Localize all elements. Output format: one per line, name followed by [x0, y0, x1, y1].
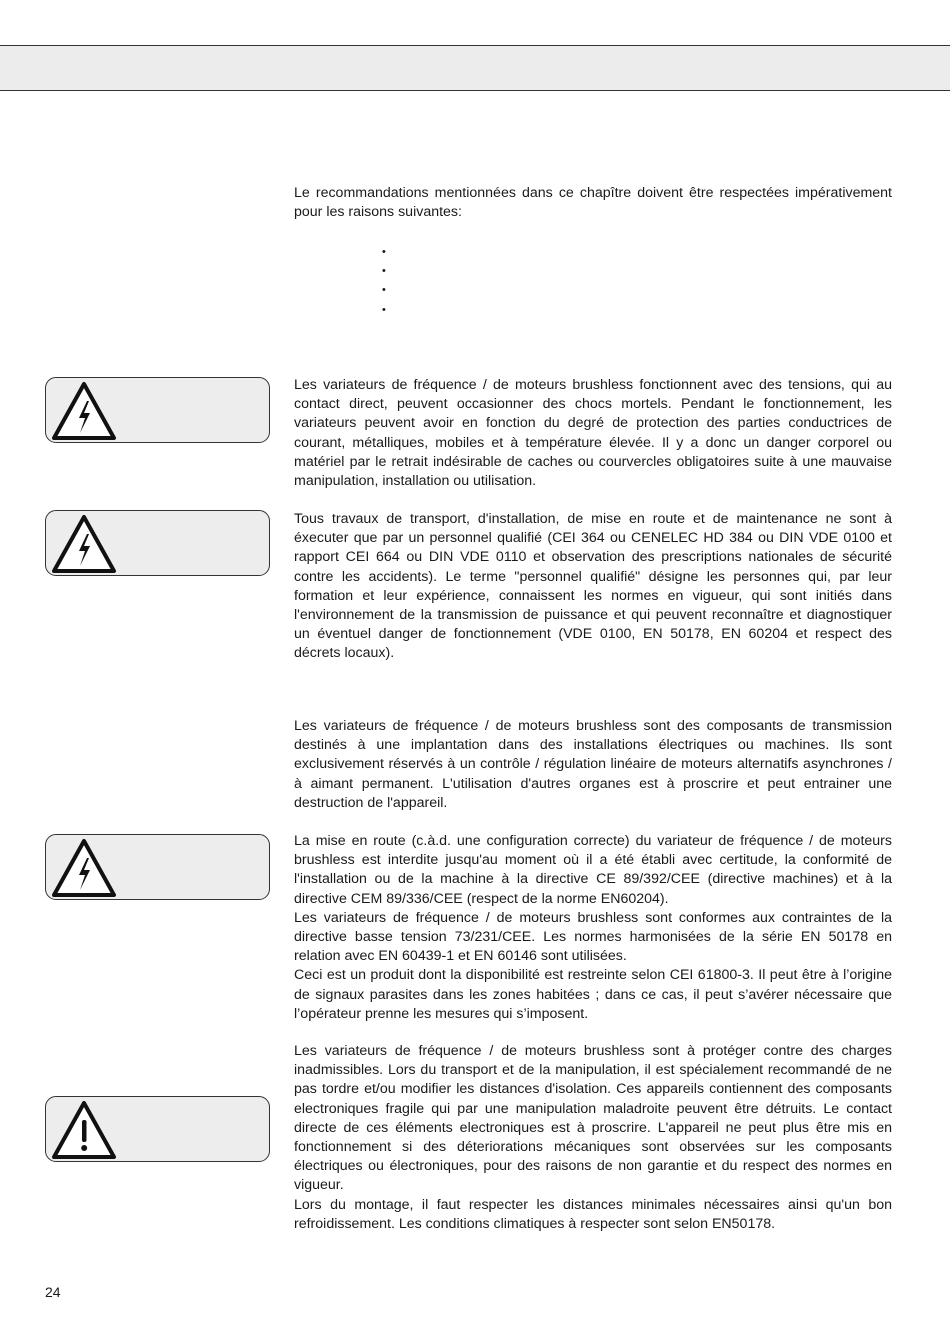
page-number: 24 — [45, 1284, 61, 1300]
paragraph-conformity — [294, 832, 892, 1024]
warning-box — [45, 834, 270, 900]
paragraph-text: Lors du montage, il faut respecter les distances minimales nécessaires ainsi qu'un bon refroidissement. Les conditions climatiques à respecter sont selon EN50178. — [294, 1196, 892, 1232]
general-warning-icon — [51, 1100, 117, 1160]
paragraph-text: Les variateurs de fréquence / de moteurs brushless sont conformes aux contraintes de la directive basse tension 73/231/CEE. Les normes harmonisées de la série EN 50178 en relation avec EN 60439-1 et EN 60146 sont utilisées. — [294, 909, 892, 965]
bullet-list — [382, 241, 386, 318]
paragraph-danger-voltage — [294, 376, 892, 491]
paragraph-qualified-personnel — [294, 510, 892, 664]
bullet-item — [382, 241, 386, 260]
paragraph-handling — [294, 1042, 892, 1234]
electrical-hazard-icon — [51, 381, 117, 441]
paragraph-text: Les variateurs de fréquence / de moteurs brushless fonctionnent avec des tensions, qui au contact direct, peuvent occasionner des chocs mortels. Pendant le fonctionnement, les variateurs peuvent avoir en fonction du degré de protection des parties conductrices de courant, métalliques, mobiles et à température élevée. Il y a donc un danger corporel ou matériel par le retrait indésirable de caches ou courvercles obligatoires suite à une mauvaise manipulation, installation ou utilisation. — [294, 377, 892, 490]
paragraph-text: Ceci est un produit dont la disponibilité est restreinte selon CEI 61800-3. Il peut être à l’origine de signaux parasites dans les zones habitées ; dans ce cas, il peut s’avérer nécessaire que l’opérateur prenne les mesures qui s’imposent. — [294, 967, 892, 1022]
paragraph-text: La mise en route (c.à.d. une configuration correcte) du variateur de fréquence / de moteurs brushless est interdite jusqu'au moment où il a été établi avec certitude, la conformité de l'installation ou de la machine à la directive CE 89/392/CEE (directive machines) et à la directive CEM 89/336/CEE (respect de la norme EN60204). — [294, 833, 892, 907]
paragraph-text: Les variateurs de fréquence / de moteurs brushless sont à protéger contre des charges inadmissibles. Lors du transport et de la manipulation, il est spécialement recommandé de ne pas tordre et/ou modifier les distances d'isolation. Ces appareils contiennent des composants electroniques fragile qui par une manipulation maladroite peuvent être détruits. Le contact directe de ces éléments electroniques est à proscrire. L'appareil ne peut plus être mis en fonctionnement si des déteriorations mécaniques sont observées sur les composants électriques ou électroniques, pour des raisons de non garantie et du respect des normes en vigueur. — [294, 1043, 892, 1194]
paragraph-text: Les variateurs de fréquence / de moteurs brushless sont des composants de transmission destinés à une implantation dans des installations électriques ou machines. Ils sont exclusivement réservés à un contrôle / régulation linéaire de moteurs alternatifs asynchrones / à aimant permanent. L'utilisation d'autres organes est à proscrire et peut entrainer une destruction de l'appareil. — [294, 718, 892, 811]
warning-box — [45, 510, 270, 576]
warning-box — [45, 1096, 270, 1162]
bullet-item — [382, 260, 386, 279]
intro-text: Le recommandations mentionnées dans ce chapître doivent être respectées impérativement pour les raisons suivantes: — [294, 185, 892, 221]
electrical-hazard-icon — [51, 838, 117, 898]
header-band — [0, 45, 950, 91]
electrical-hazard-icon — [51, 514, 117, 574]
bullet-item — [382, 299, 386, 318]
paragraph-usage — [294, 717, 892, 813]
intro-paragraph — [294, 184, 892, 222]
paragraph-text: Tous travaux de transport, d'installation, de mise en route et de maintenance ne sont à éxecuter que par un personnel qualifié (CEI 364 ou CENELEC HD 384 ou DIN VDE 0100 et rapport CEI 664 ou DIN VDE 0110 et observation des prescriptions nationales de sécurité contre les accidents). Le terme "personnel qualifié" désigne les personnes qui, par leur formation et leur expérience, connaissent les normes en vigueur, qui sont initiés dans l'environnement de la transmission de puissance et qui peuvent reconnaître et diagnostiquer un éventuel danger de fonctionnement (VDE 0100, EN 50178, EN 60204 et respect des décrets locaux). — [294, 511, 892, 662]
warning-box — [45, 377, 270, 443]
bullet-item — [382, 279, 386, 298]
